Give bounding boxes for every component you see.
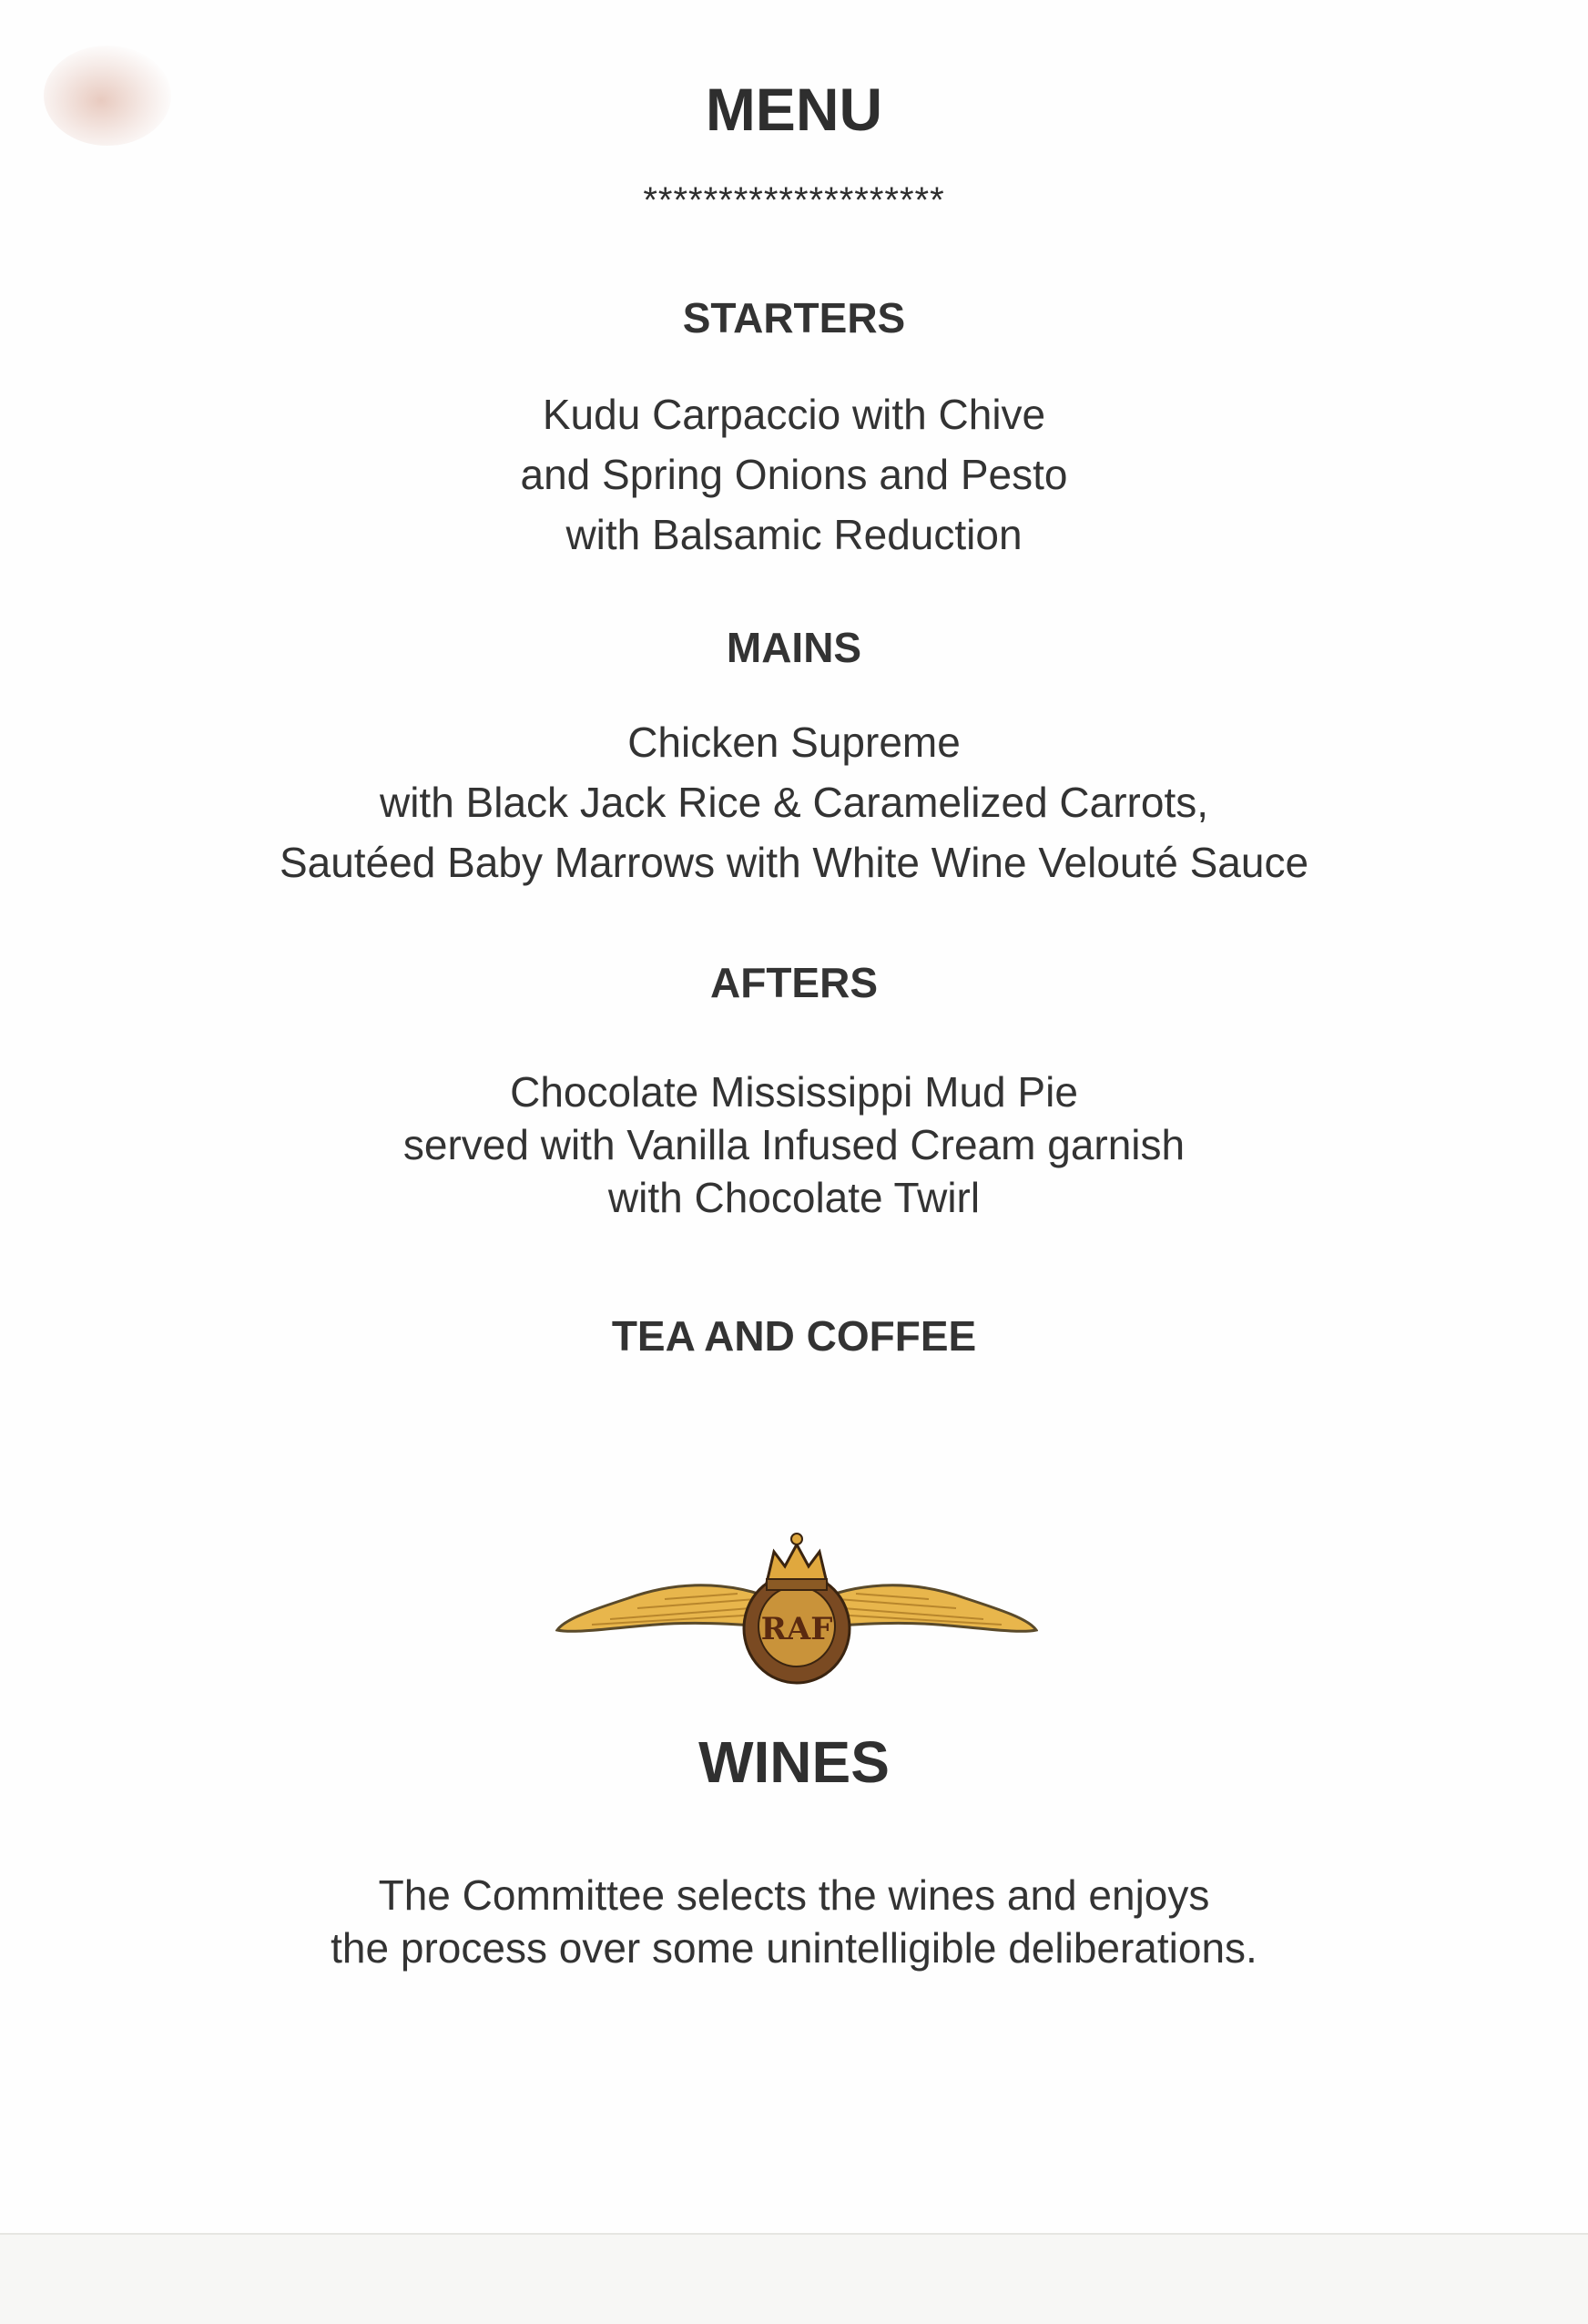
afters-line-3: with Chocolate Twirl (607, 1174, 981, 1221)
afters-line-1: Chocolate Mississippi Mud Pie (510, 1068, 1078, 1116)
starters-line-3: with Balsamic Reduction (565, 511, 1023, 558)
starters-line-2: and Spring Onions and Pesto (520, 451, 1068, 498)
page-bottom-edge (0, 2233, 1588, 2324)
mains-line-1: Chicken Supreme (627, 719, 961, 766)
afters-line-2: served with Vanilla Infused Cream garnish (402, 1121, 1186, 1168)
starters-heading: STARTERS (682, 294, 906, 341)
tea-coffee-heading: TEA AND COFFEE (611, 1312, 977, 1360)
starters-line-1: Kudu Carpaccio with Chive (542, 391, 1046, 438)
raf-wings-icon (555, 1512, 1038, 1694)
menu-title: MENU (705, 76, 883, 143)
mains-line-3: Sautéed Baby Marrows with White Wine Velouté Sauce (279, 839, 1309, 886)
wines-line-2: the process over some unintelligible deliberations. (331, 1924, 1257, 1972)
mains-line-2: with Black Jack Rice & Caramelized Carrots, (379, 779, 1209, 826)
wines-line-1: The Committee selects the wines and enjoys (378, 1871, 1210, 1919)
mains-heading: MAINS (726, 624, 862, 671)
afters-heading: AFTERS (710, 959, 878, 1006)
svg-text:RAF: RAF (760, 1611, 833, 1647)
wines-heading: WINES (698, 1729, 890, 1795)
star-divider: ******************** (643, 180, 945, 220)
